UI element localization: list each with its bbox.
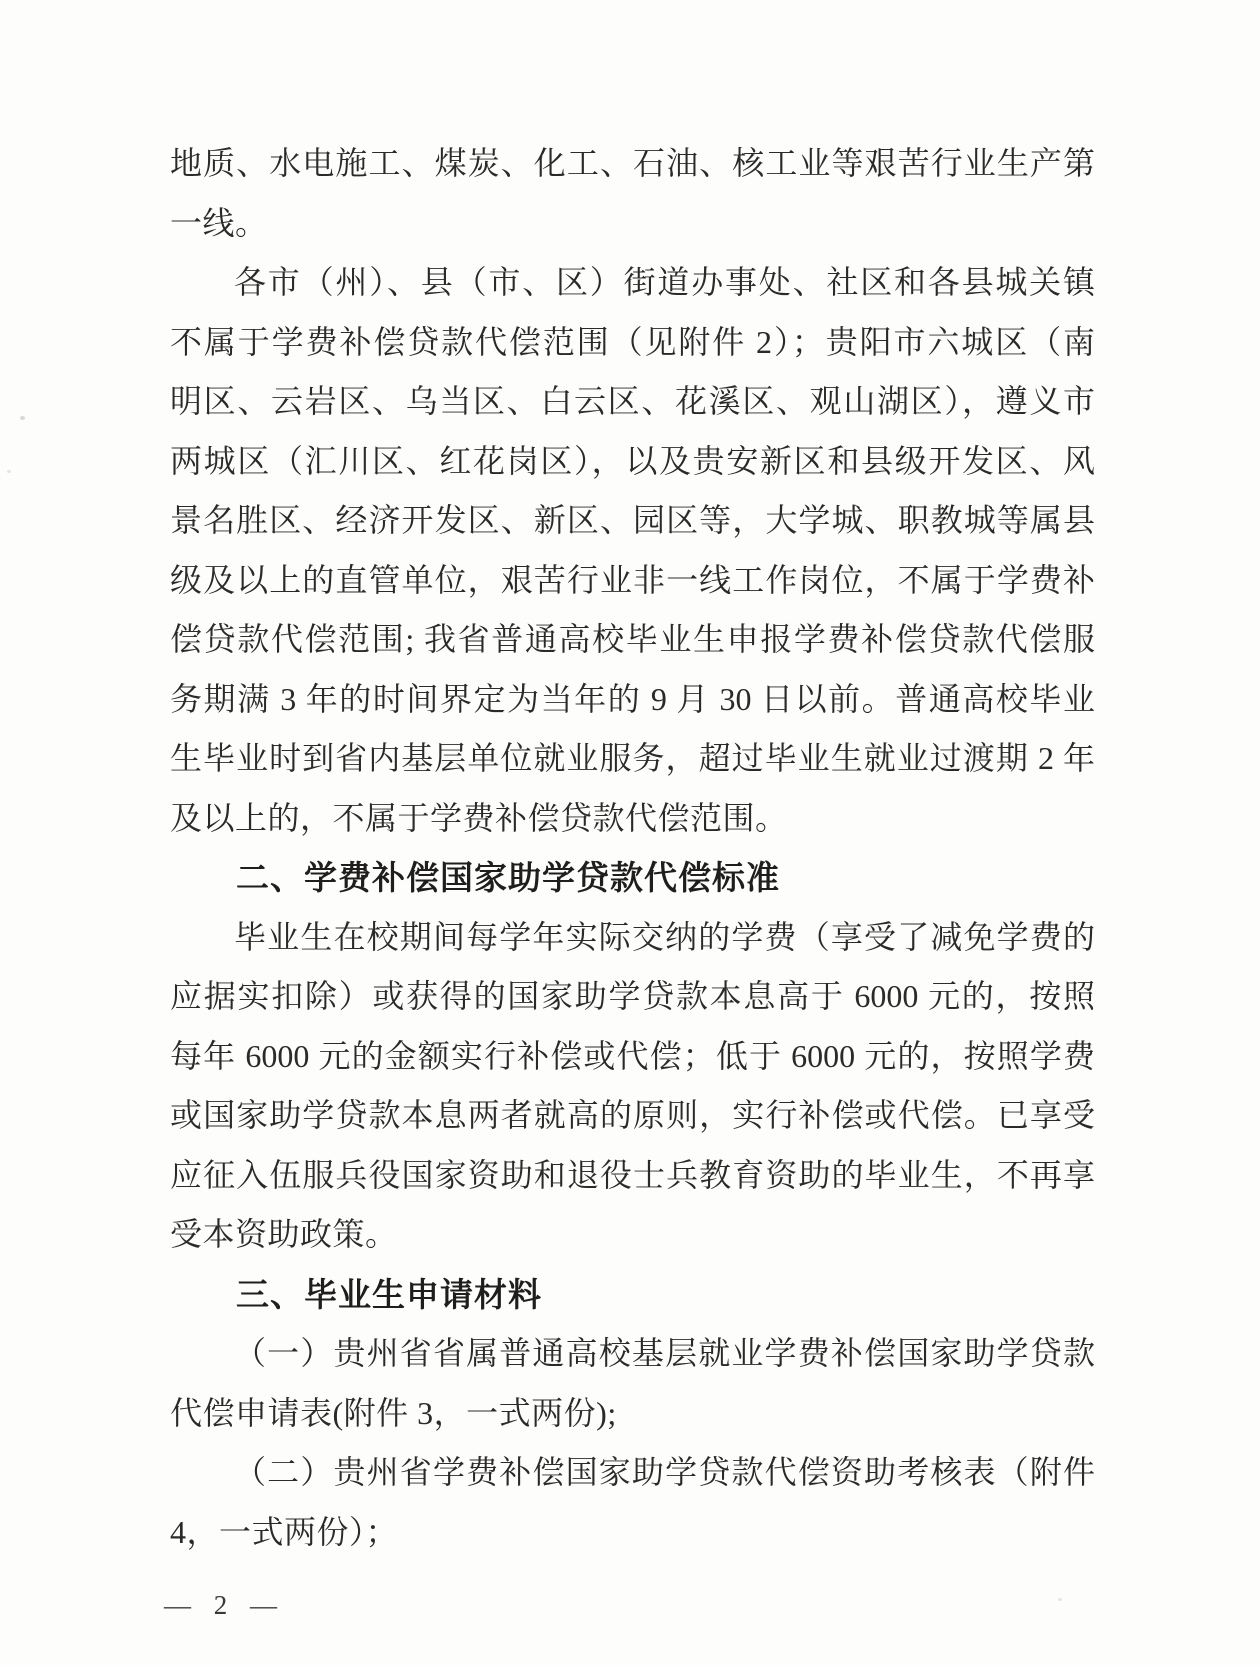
- text-line: 两城区（汇川区、红花岗区），以及贵安新区和县级开发区、风: [170, 442, 1095, 479]
- text-line: 各市（州）、县（市、区）街道办事处、社区和各县城关镇: [234, 264, 1095, 300]
- text-line: 偿贷款代偿范围; 我省普通高校毕业生申报学费补偿贷款代偿服: [170, 621, 1095, 657]
- section-heading-3: 三、毕业生申请材料: [236, 1275, 542, 1313]
- page-body-text: [170, 134, 1095, 1562]
- text-line: 应据实扣除）或获得的国家助学贷款本息高于 6000 元的，按照: [170, 978, 1095, 1014]
- text-line: （二）贵州省学费补偿国家助学贷款代偿资助考核表（附件: [234, 1454, 1095, 1490]
- text-line: 毕业生在校期间每学年实际交纳的学费（享受了减免学费的: [234, 918, 1095, 955]
- page-number: — 2 —: [164, 1590, 279, 1620]
- text-line: 一线。: [170, 204, 268, 241]
- text-line: 及以上的，不属于学费补偿贷款代偿范围。: [170, 799, 788, 836]
- text-line: 地质、水电施工、煤炭、化工、石油、核工业等艰苦行业生产第: [170, 145, 1095, 181]
- text-line: 明区、云岩区、乌当区、白云区、花溪区、观山湖区），遵义市: [170, 383, 1095, 419]
- text-line: 生毕业时到省内基层单位就业服务，超过毕业生就业过渡期 2 年: [170, 740, 1095, 776]
- text-line: 级及以上的直管单位，艰苦行业非一线工作岗位，不属于学费补: [170, 561, 1095, 598]
- text-line: 代偿申请表(附件 3，一式两份);: [170, 1394, 617, 1431]
- scan-speck: [1058, 1598, 1062, 1601]
- text-line: （一）贵州省省属普通高校基层就业学费补偿国家助学贷款: [234, 1335, 1095, 1371]
- scan-speck: [20, 416, 25, 420]
- text-line: 不属于学费补偿贷款代偿范围（见附件 2）；贵阳市六城区（南: [170, 323, 1095, 360]
- text-line: 4，一式两份）；: [170, 1513, 399, 1550]
- section-heading-2: 二、学费补偿国家助学贷款代偿标准: [236, 859, 780, 896]
- text-line: 景名胜区、经济开发区、新区、园区等，大学城、职教城等属县: [170, 502, 1095, 538]
- text-line: 每年 6000 元的金额实行补偿或代偿；低于 6000 元的，按照学费: [170, 1037, 1095, 1074]
- text-line: 务期满 3 年的时间界定为当年的 9 月 30 日以前。普通高校毕业: [170, 680, 1095, 717]
- text-line: 应征入伍服兵役国家资助和退役士兵教育资助的毕业生，不再享: [170, 1156, 1095, 1193]
- text-line: 受本资助政策。: [170, 1216, 398, 1252]
- text-line: 或国家助学贷款本息两者就高的原则，实行补偿或代偿。已享受: [170, 1097, 1095, 1133]
- scan-speck: [7, 470, 11, 473]
